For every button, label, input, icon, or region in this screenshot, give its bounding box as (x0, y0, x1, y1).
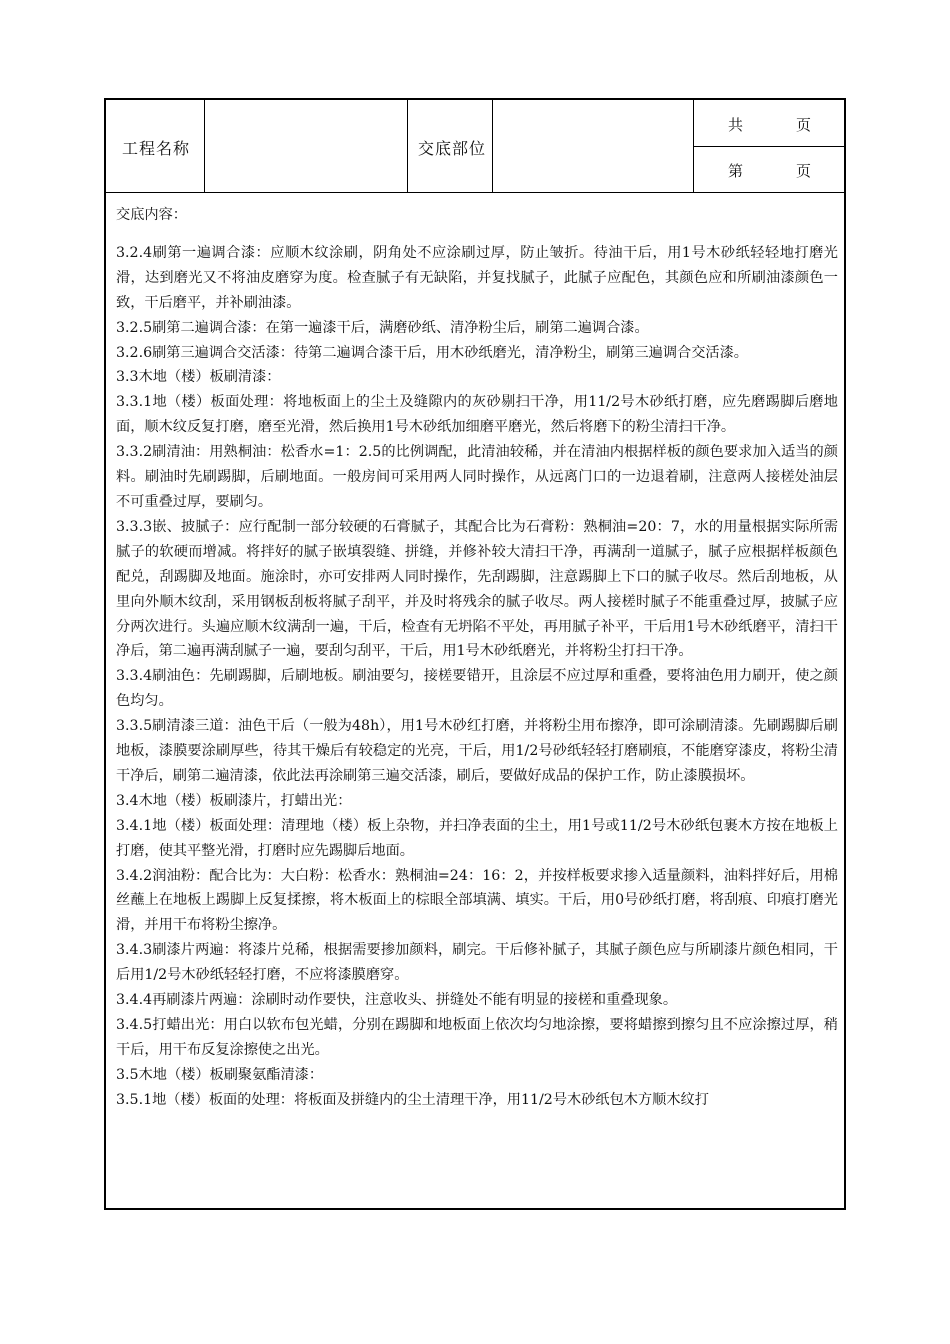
paragraph: 3.3.2刷清油：用熟桐油：松香水=1：2.5的比例调配，此清油较稀，并在清油内根据样板的颜色要求加入适当的颜料。刷油时先刷踢脚，后刷地面。一般房间可采用两人同时操作，从远离门口的一边退着刷，注意两人接槎处油层不可重叠过厚，要刷匀。 (116, 444, 838, 510)
disclosure-form (104, 98, 846, 1210)
divider (407, 100, 408, 192)
section-heading: 3.3木地（楼）板刷清漆： (116, 369, 281, 386)
paragraph: 3.4.1地（楼）板面处理：清理地（楼）板上杂物，并扫净表面的尘土，用1号或11/2号木砂纸包裹木方按在地板上打磨，使其平整光滑，打磨时应先踢脚后地面。 (116, 817, 838, 859)
paragraph: 3.2.6刷第三遍调合交活漆：待第二遍调合漆干后，用木砂纸磨光，清净粉尘，刷第三遍调合交活漆。 (116, 344, 748, 361)
section-heading: 3.4木地（楼）板刷漆片，打蜡出光： (116, 792, 352, 809)
page-number-suffix: 页 (796, 162, 812, 180)
paragraph: 3.2.4刷第一遍调合漆：应顺木纹涂刷，阴角处不应涂刷过厚，防止皱折。待油干后，用1号木砂纸轻轻地打磨光滑，达到磨光又不将油皮磨穿为度。检查腻子有无缺陷，并复找腻子，此腻子应配色，其颜色应和所刷油漆颜色一致，干后磨平，并补刷油漆。 (116, 244, 838, 311)
paragraph: 3.3.4刷油色：先刷踢脚，后刷地板。刷油要匀，接槎要错开，且涂层不应过厚和重叠，要将油色用力刷开，使之颜色均匀。 (116, 668, 838, 710)
paragraph: 3.3.3嵌、披腻子：应行配制一部分较硬的石膏腻子，其配合比为石膏粉：熟桐油=20：7，水的用量根据实际所需腻子的软硬而增减。将拌好的腻子嵌填裂缝、拼缝，并修补较大清扫干净，再满刮一道腻子，腻子应根据样板颜色配兑，刮踢脚及地面。施涂时，亦可安排两人同时操作，先刮踢脚，注意踢脚上下口的腻子收尽。然后刮地板，从里向外顺木纹刮，采用钢板刮板将腻子刮平，并及时将残余的腻子收尽。两人接槎时腻子不能重叠过厚，披腻子应分两次进行。头遍应顺木纹满刮一遍，干后，检查有无坍陷不平处，再用腻子补平，干后用1号木砂纸磨平，清扫干净后，第二遍再满刮腻子一遍，要刮匀刮平，干后，用1号木砂纸磨光，并将粉尘打扫干净。 (116, 518, 838, 660)
paragraph: 3.4.4再刷漆片两遍：涂刷时动作要快，注意收头、拼缝处不能有明显的接槎和重叠现象。 (116, 992, 678, 1009)
paragraph: 3.4.2润油粉：配合比为：大白粉：松香水：熟桐油=24：16：2，并按样板要求掺入适量颜料，油料拌好后，用棉丝蘸上在地板上踢脚上反复揉擦，将木板面上的棕眼全部填满、填实。干后，用0号砂纸打磨，将刮痕、印痕打磨光滑，并用干布将粉尘擦净。 (116, 867, 838, 934)
section-heading: 3.5木地（楼）板刷聚氨酯清漆： (116, 1066, 324, 1083)
divider (204, 100, 205, 192)
paragraph: 3.3.1地（楼）板面处理：将地板面上的尘土及缝隙内的灰砂剔扫干净，用11/2号木砂纸打磨，应先磨踢脚后磨地面，顺木纹反复打磨，磨至光滑，然后换用1号木砂纸加细磨平磨光，然后将磨下的粉尘清扫干净。 (116, 394, 838, 436)
page-number-prefix: 第 (728, 162, 744, 180)
disclosure-content (116, 203, 838, 1113)
total-pages-suffix: 页 (796, 116, 812, 134)
paragraph: 3.4.3刷漆片两遍：将漆片兑稀，根据需要掺加颜料，刷完。干后修补腻子，其腻子颜色应与所刷漆片颜色相同，干后用1/2号木砂纸轻轻打磨，不应将漆膜磨穿。 (116, 942, 838, 984)
form-header (106, 100, 844, 193)
section-label: 交底部位 (418, 139, 487, 158)
divider (492, 100, 493, 192)
paragraph: 3.3.5刷清漆三道：油色干后（一般为48h），用1号木砂红打磨，并将粉尘用布擦净，即可涂刷清漆。先刷踢脚后刷地板，漆膜要涂刷厚些，待其干燥后有较稳定的光亮，干后，用1/2号砂纸轻轻打磨刷痕，不能磨穿漆皮，将粉尘清干净后，刷第二遍清漆，依此法再涂刷第三遍交活漆，刷后，要做好成品的保护工作，防止漆膜损坏。 (116, 718, 838, 784)
page-number-cell (694, 147, 846, 193)
project-name-label: 工程名称 (122, 139, 191, 158)
total-pages-cell (694, 100, 846, 146)
paragraph: 3.5.1地（楼）板面的处理：将板面及拼缝内的尘土清理干净，用11/2号木砂纸包木方顺木纹打 (116, 1091, 709, 1108)
intro-label: 交底内容： (116, 207, 187, 223)
total-pages-prefix: 共 (728, 116, 744, 134)
paragraph: 3.4.5打蜡出光：用白以软布包光蜡，分别在踢脚和地板面上依次均匀地涂擦，要将蜡擦到擦匀且不应涂擦过厚，稍干后，用干布反复涂擦使之出光。 (116, 1017, 838, 1058)
paragraph: 3.2.5刷第二遍调合漆：在第一遍漆干后，满磨砂纸、清净粉尘后，刷第二遍调合漆。 (116, 319, 649, 336)
